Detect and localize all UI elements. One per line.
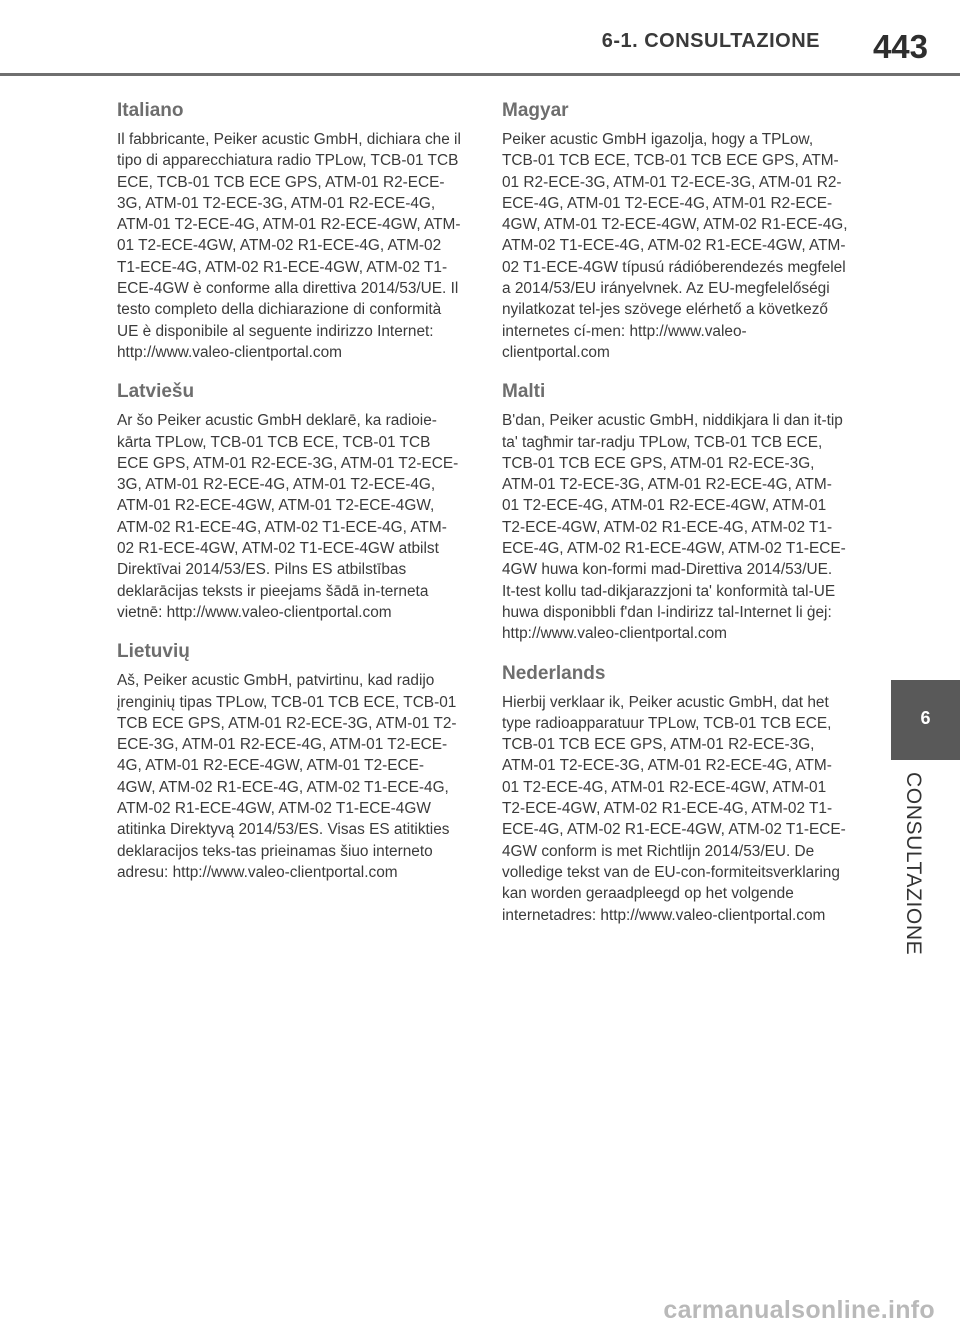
section-heading: Magyar bbox=[502, 100, 569, 121]
section-heading: Latviešu bbox=[117, 381, 195, 403]
section-magyar bbox=[502, 100, 848, 363]
section-nederlands bbox=[502, 663, 848, 926]
left-column bbox=[117, 100, 462, 901]
section-body: Aš, Peiker acustic GmbH, patvirtinu, kad radijo įrenginių tipas TPLow, TCB-01 TCB ECE, TCB-01 TCB ECE GPS, ATM-01 R2-ECE-3G, ATM-01 T2-ECE-3G, ATM-01 R2-ECE-4G, ATM-01 T2-ECE-4G, ATM-01 R2-ECE-4GW, ATM-01 T2-ECE-4GW, ATM-02 R1-ECE-4G, ATM-02 T1-ECE-4G, ATM-02 R1-ECE-4GW, ATM-02 T1-ECE-4GW atitinka Direktyvą 2014/53/ES. Visas ES atitikties deklaracijos teks-tas prieinamas šiuo interneto adresu: http://www.valeo-clientportal.com bbox=[117, 672, 457, 881]
watermark: carmanualsonline.info bbox=[663, 1296, 935, 1324]
section-heading: Italiano bbox=[117, 100, 184, 121]
section-body: Peiker acustic GmbH igazolja, hogy a TPLow, TCB-01 TCB ECE, TCB-01 TCB ECE GPS, ATM-01 R2-ECE-3G, ATM-01 T2-ECE-3G, ATM-01 R2-ECE-4G, ATM-01 T2-ECE-4G, ATM-01 R2-ECE-4GW, ATM-01 T2-ECE-4GW, ATM-02 R1-ECE-4G, ATM-02 T1-ECE-4G, ATM-02 R1-ECE-4GW, ATM-02 T1-ECE-4GW típusú rádióberendezés megfelel a 2014/53/EU irányelvnek. Az EU-megfelelőségi nyilatkozat tel-jes szövege elérhető a következő internetes cí-men: http://www.valeo-clientportal.com bbox=[502, 131, 848, 361]
section-heading: Malti bbox=[502, 381, 546, 403]
section-heading: Nederlands bbox=[502, 662, 606, 684]
section-heading: Lietuvių bbox=[117, 641, 190, 663]
section-body: B'dan, Peiker acustic GmbH, niddikjara li dan it-tip ta' tagħmir tar-radju TPLow, TCB-01 TCB ECE, TCB-01 TCB ECE GPS, ATM-01 R2-ECE-3G, ATM-01 T2-ECE-3G, ATM-01 R2-ECE-4G, ATM-01 T2-ECE-4G, ATM-01 R2-ECE-4GW, ATM-01 T2-ECE-4GW, ATM-02 R1-ECE-4G, ATM-02 T1-ECE-4G, ATM-02 R1-ECE-4GW, ATM-02 T1-ECE-4GW huwa kon-formi mad-Direttiva 2014/53/UE. It-test kollu tad-dikjarazzjoni ta' konformità tal-UE huwa disponibbli f'dan l-indirizz tal-Internet li ġej: http://www.valeo-clientportal.com bbox=[502, 412, 846, 643]
right-column bbox=[502, 100, 848, 944]
header-rule bbox=[0, 73, 960, 76]
page-number: 443 bbox=[872, 28, 928, 65]
section-malti bbox=[502, 381, 848, 644]
section-body: Il fabbricante, Peiker acustic GmbH, dichiara che il tipo di apparecchiatura radio TPLow, TCB-01 TCB ECE, TCB-01 TCB ECE GPS, ATM-01 R2-ECE-3G, ATM-01 T2-ECE-3G, ATM-01 R2-ECE-4G, ATM-01 T2-ECE-4G, ATM-01 R2-ECE-4GW, ATM-01 T2-ECE-4GW, ATM-02 R1-ECE-4G, ATM-02 T1-ECE-4G, ATM-02 R1-ECE-4GW, ATM-02 T1-ECE-4GW è conforme alla direttiva 2014/53/UE. Il testo completo della dichiarazione di conformità UE è disponibile al seguente indirizzo Internet: http://www.valeo-clientportal.com bbox=[117, 131, 461, 361]
section-body: Ar šo Peiker acustic GmbH deklarē, ka radioie-kārta TPLow, TCB-01 TCB ECE, TCB-01 TCB ECE GPS, ATM-01 R2-ECE-3G, ATM-01 T2-ECE-3G, ATM-01 R2-ECE-4G, ATM-01 T2-ECE-4G, ATM-01 R2-ECE-4GW, ATM-01 T2-ECE-4GW, ATM-02 R1-ECE-4G, ATM-02 T1-ECE-4G, ATM-02 R1-ECE-4GW, ATM-02 T1-ECE-4GW atbilst Direktīvai 2014/53/ES. Pilns ES atbilstības deklarācijas teksts ir pieejams šādā in-terneta vietnē: http://www.valeo-clientportal.com bbox=[117, 412, 459, 621]
section-italiano bbox=[117, 100, 462, 363]
section-lietuviu bbox=[117, 641, 462, 883]
section-title: 6-1. CONSULTAZIONE bbox=[601, 30, 820, 52]
page-header bbox=[0, 0, 960, 76]
section-body: Hierbij verklaar ik, Peiker acustic GmbH, dat het type radioapparatuur TPLow, TCB-01 TCB ECE, TCB-01 TCB ECE GPS, ATM-01 R2-ECE-3G, ATM-01 T2-ECE-3G, ATM-01 R2-ECE-4G, ATM-01 T2-ECE-4G, ATM-01 R2-ECE-4GW, ATM-01 T2-ECE-4GW, ATM-02 R1-ECE-4G, ATM-02 T1-ECE-4G, ATM-02 R1-ECE-4GW, ATM-02 T1-ECE-4GW conform is met Richtlijn 2014/53/EU. De volledige tekst van de EU-con-formiteitsverklaring kan worden geraadpleegd op het volgende internetadres: http://www.valeo-clientportal.com bbox=[502, 693, 846, 924]
chapter-label: CONSULTAZIONE bbox=[902, 772, 925, 956]
chapter-tab: 6 bbox=[891, 680, 960, 760]
section-latviesu bbox=[117, 381, 462, 623]
